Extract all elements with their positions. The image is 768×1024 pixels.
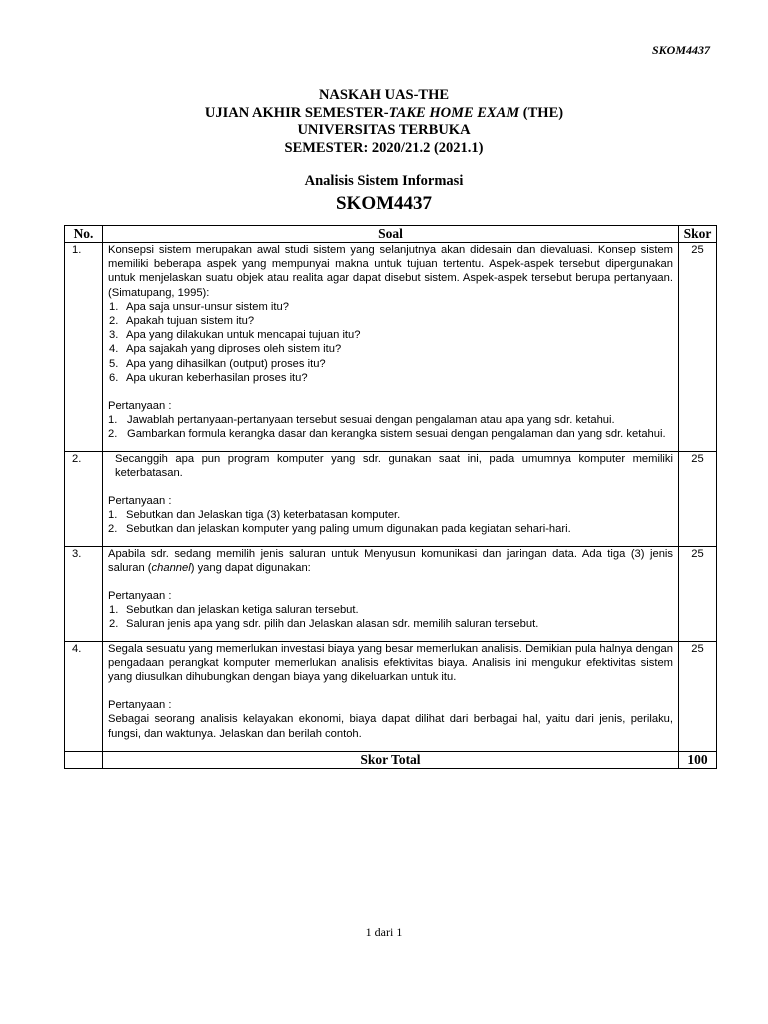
question-body: Sebagai seorang analisis kelayakan ekonomi, biaya dapat dilihat dari berbagai hal, yaitu dari jenis, perilaku, fungsi, dan waktunya. Jelaskan dan berilah contoh. [108, 713, 673, 740]
list-item [108, 427, 673, 441]
total-row [65, 751, 717, 768]
intro-text: ) yang dapat digunakan: [190, 561, 311, 574]
list-number: 4. [109, 343, 119, 356]
row-number: 1. [65, 243, 103, 452]
question-text [103, 243, 679, 452]
list-item [108, 617, 673, 631]
list-text: Apakah tujuan sistem itu? [126, 315, 255, 328]
list-number: 2. [109, 315, 119, 328]
header-course-code: SKOM4437 [651, 43, 710, 57]
document-title-block [0, 87, 768, 215]
list-number: 2. [108, 523, 118, 536]
list-item [108, 342, 673, 356]
question-intro: Konsepsi sistem merupakan awal studi sistem yang selanjutnya akan didesain dan dievaluasi. Konsep sistem memiliki beberapa aspek yang mempunyai makna untuk tujuan tertentu. Aspek-aspek tersebut dipergunakan untuk menjelaskan suatu objek atau realita agar dapat disebut sistem. Aspek-aspek tersebut berupa pertanyaan. (Simatupang, 1995): [108, 244, 673, 299]
intro-text: Apabila sdr. sedang memilih jenis saluran untuk Menyusun komunikasi dan jaringan data. Ada tiga (3) jenis saluran ( [108, 547, 673, 574]
table-row [65, 451, 717, 546]
table-row [65, 546, 717, 641]
list-number: 1. [108, 414, 118, 427]
list-text: Apa ukuran keberhasilan proses itu? [126, 371, 308, 384]
list-number: 1. [109, 604, 119, 617]
list-text: Apa saja unsur-unsur sistem itu? [126, 300, 289, 313]
list-item [108, 522, 673, 536]
row-number: 3. [65, 546, 103, 641]
list-item [108, 603, 673, 617]
row-number: 4. [65, 641, 103, 751]
title-line-2 [0, 105, 768, 123]
title-line-2-suffix: (THE) [519, 104, 564, 121]
table-header-row [65, 226, 717, 243]
list-text: Sebutkan dan jelaskan komputer yang paling umum digunakan pada kegiatan sehari-hari. [126, 523, 571, 536]
course-name: Analisis Sistem Informasi [304, 173, 464, 189]
list-text: Apa sajakah yang diproses oleh sistem itu? [126, 343, 342, 356]
list-item [108, 413, 673, 427]
page-number: 1 dari 1 [365, 925, 403, 939]
row-score: 25 [679, 641, 717, 751]
title-line-4: SEMESTER: 2020/21.2 (2021.1) [284, 139, 484, 156]
question-text [103, 546, 679, 641]
list-text: Jawablah pertanyaan-pertanyaan tersebut sesuai dengan pengalaman atau apa yang sdr. ketahui. [127, 414, 615, 427]
header-no: No. [65, 226, 103, 243]
list-item [108, 357, 673, 371]
list-item [108, 508, 673, 522]
exam-table [64, 225, 717, 769]
header-skor: Skor [679, 226, 717, 243]
title-line-2-italic: TAKE HOME EXAM [388, 104, 520, 121]
list-item [108, 314, 673, 328]
list-number: 2. [109, 618, 119, 631]
question-label: Pertanyaan : [108, 400, 172, 413]
title-line-3: UNIVERSITAS TERBUKA [297, 122, 471, 138]
table-row [65, 641, 717, 751]
list-text: Saluran jenis apa yang sdr. pilih dan Jelaskan alasan sdr. memilih saluran tersebut. [126, 618, 539, 631]
total-value: 100 [679, 751, 717, 768]
list-number: 6. [109, 371, 119, 384]
row-number: 2. [65, 451, 103, 546]
table-row [65, 243, 717, 452]
list-item [108, 328, 673, 342]
header-soal: Soal [103, 226, 679, 243]
question-label: Pertanyaan : [108, 590, 172, 603]
list-number: 1. [109, 300, 119, 313]
list-text: Apa yang dihasilkan (output) proses itu? [126, 357, 326, 370]
course-code: SKOM4437 [335, 192, 433, 214]
row-score: 25 [679, 451, 717, 546]
list-text: Sebutkan dan jelaskan ketiga saluran tersebut. [126, 604, 359, 617]
question-text [103, 641, 679, 751]
question-intro: Secanggih apa pun program komputer yang sdr. gunakan saat ini, pada umumnya komputer memiliki keterbatasan. [115, 452, 673, 479]
intro-italic-term: channel [151, 561, 191, 574]
list-item [108, 371, 673, 385]
question-label: Pertanyaan : [108, 495, 172, 508]
list-text: Apa yang dilakukan untuk mencapai tujuan itu? [126, 329, 361, 342]
question-intro: Segala sesuatu yang memerlukan investasi biaya yang besar memerlukan analisis. Demikian pula halnya dengan pengadaan perangkat komputer memerlukan analisis efektivitas biaya. Analisis ini mengukur efektivitas sistem yang diusulkan dihubungkan dengan biaya yang dikeluarkan untuk itu. [108, 642, 673, 684]
title-line-2-prefix: UJIAN AKHIR SEMESTER- [204, 104, 389, 121]
list-text: Sebutkan dan Jelaskan tiga (3) keterbatasan komputer. [126, 509, 401, 522]
row-score: 25 [679, 243, 717, 452]
list-text: Gambarkan formula kerangka dasar dan kerangka sistem sesuai dengan pengalaman dan yang sdr. ketahui. [127, 428, 666, 441]
list-item [108, 300, 673, 314]
total-empty-cell [65, 751, 103, 768]
question-text [103, 451, 679, 546]
list-number: 5. [109, 357, 119, 370]
question-intro [108, 547, 673, 575]
total-label: Skor Total [103, 751, 679, 768]
list-number: 1. [108, 509, 118, 522]
list-number: 3. [109, 329, 119, 342]
title-line-1: NASKAH UAS-THE [318, 87, 450, 103]
question-label: Pertanyaan : [108, 699, 172, 712]
list-number: 2. [108, 428, 118, 441]
row-score: 25 [679, 546, 717, 641]
